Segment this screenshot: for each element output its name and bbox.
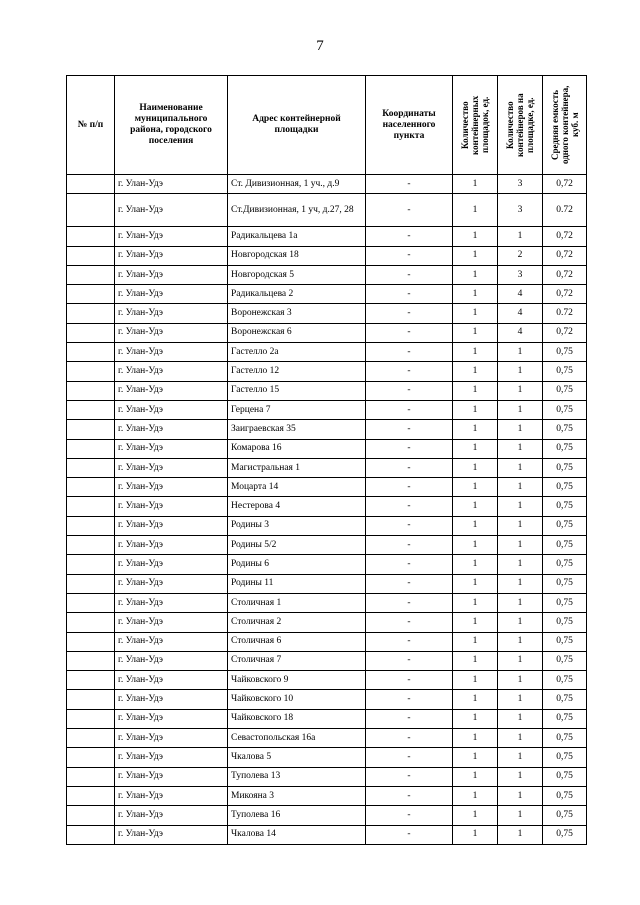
capacity-cell: 0,75	[543, 709, 587, 728]
municipality-cell: г. Улан-Удэ	[115, 786, 228, 805]
containers-count-cell: 1	[498, 574, 543, 593]
num-cell	[67, 516, 115, 535]
containers-count-cell: 1	[498, 806, 543, 825]
address-cell: Столичная 1	[228, 593, 366, 612]
table-row	[67, 420, 587, 439]
municipality-cell: г. Улан-Удэ	[115, 175, 228, 194]
address-cell: Столичная 6	[228, 632, 366, 651]
coordinates-cell: -	[366, 671, 453, 690]
sites-count-cell: 1	[453, 709, 498, 728]
containers-count-cell: 1	[498, 671, 543, 690]
num-cell	[67, 246, 115, 265]
table-row	[67, 285, 587, 304]
municipality-cell: г. Улан-Удэ	[115, 458, 228, 477]
municipality-cell: г. Улан-Удэ	[115, 516, 228, 535]
municipality-cell: г. Улан-Удэ	[115, 690, 228, 709]
capacity-cell: 0,75	[543, 458, 587, 477]
coordinates-cell: -	[366, 786, 453, 805]
sites-count-cell: 1	[453, 536, 498, 555]
table-row	[67, 227, 587, 246]
table-row	[67, 786, 587, 805]
sites-count-cell: 1	[453, 671, 498, 690]
municipality-cell: г. Улан-Удэ	[115, 194, 228, 227]
sites-count-cell: 1	[453, 632, 498, 651]
sites-count-cell: 1	[453, 246, 498, 265]
table-row	[67, 194, 587, 227]
containers-count-cell: 1	[498, 729, 543, 748]
containers-count-cell: 3	[498, 265, 543, 284]
capacity-cell: 0,72	[543, 285, 587, 304]
coordinates-cell: -	[366, 651, 453, 670]
address-cell: Родины 5/2	[228, 536, 366, 555]
sites-count-cell: 1	[453, 227, 498, 246]
num-cell	[67, 671, 115, 690]
municipality-cell: г. Улан-Удэ	[115, 362, 228, 381]
coordinates-cell: -	[366, 458, 453, 477]
sites-count-cell: 1	[453, 613, 498, 632]
address-cell: Воронежская 6	[228, 323, 366, 342]
capacity-cell: 0,75	[543, 690, 587, 709]
table-row	[67, 439, 587, 458]
sites-count-cell: 1	[453, 555, 498, 574]
coordinates-cell: -	[366, 400, 453, 419]
table-row	[67, 343, 587, 362]
address-cell: Чайковского 18	[228, 709, 366, 728]
sites-count-cell: 1	[453, 748, 498, 767]
address-cell: Родины 6	[228, 555, 366, 574]
sites-count-cell: 1	[453, 690, 498, 709]
table-row	[67, 709, 587, 728]
num-cell	[67, 767, 115, 786]
sites-count-cell: 1	[453, 767, 498, 786]
municipality-cell: г. Улан-Удэ	[115, 439, 228, 458]
municipality-cell: г. Улан-Удэ	[115, 400, 228, 419]
coordinates-cell: -	[366, 343, 453, 362]
capacity-cell: 0,75	[543, 825, 587, 844]
capacity-cell: 0,72	[543, 227, 587, 246]
municipality-cell: г. Улан-Удэ	[115, 555, 228, 574]
table-row	[67, 458, 587, 477]
sites-count-cell: 1	[453, 194, 498, 227]
table-row	[67, 304, 587, 323]
containers-count-cell: 4	[498, 304, 543, 323]
num-cell	[67, 786, 115, 805]
municipality-cell: г. Улан-Удэ	[115, 265, 228, 284]
municipality-cell: г. Улан-Удэ	[115, 825, 228, 844]
address-cell: Нестерова 4	[228, 497, 366, 516]
coordinates-cell: -	[366, 767, 453, 786]
num-cell	[67, 381, 115, 400]
municipality-cell: г. Улан-Удэ	[115, 246, 228, 265]
address-cell: Ст. Дивизионная, 1 уч., д.9	[228, 175, 366, 194]
capacity-cell: 0,75	[543, 555, 587, 574]
municipality-cell: г. Улан-Удэ	[115, 729, 228, 748]
coordinates-cell: -	[366, 304, 453, 323]
coordinates-cell: -	[366, 323, 453, 342]
containers-count-cell: 2	[498, 246, 543, 265]
containers-count-cell: 1	[498, 593, 543, 612]
coordinates-cell: -	[366, 593, 453, 612]
table-row	[67, 748, 587, 767]
address-cell: Родины 3	[228, 516, 366, 535]
address-cell: Новгородская 5	[228, 265, 366, 284]
sites-count-cell: 1	[453, 458, 498, 477]
coordinates-cell: -	[366, 555, 453, 574]
capacity-cell: 0,75	[543, 671, 587, 690]
num-cell	[67, 304, 115, 323]
container-sites-table	[66, 75, 587, 845]
coordinates-cell: -	[366, 574, 453, 593]
table-row	[67, 632, 587, 651]
sites-count-cell: 1	[453, 343, 498, 362]
containers-count-cell: 1	[498, 825, 543, 844]
capacity-cell: 0,75	[543, 613, 587, 632]
sites-count-cell: 1	[453, 825, 498, 844]
address-cell: Комарова 16	[228, 439, 366, 458]
num-cell	[67, 748, 115, 767]
num-cell	[67, 806, 115, 825]
header-avg-capacity	[543, 76, 587, 175]
num-cell	[67, 555, 115, 574]
table-row	[67, 651, 587, 670]
coordinates-cell: -	[366, 748, 453, 767]
containers-count-cell: 1	[498, 458, 543, 477]
containers-count-cell: 1	[498, 786, 543, 805]
municipality-cell: г. Улан-Удэ	[115, 343, 228, 362]
num-cell	[67, 343, 115, 362]
sites-count-cell: 1	[453, 439, 498, 458]
address-cell: Столичная 2	[228, 613, 366, 632]
address-cell: Родины 11	[228, 574, 366, 593]
capacity-cell: 0,75	[543, 343, 587, 362]
table-row	[67, 806, 587, 825]
address-cell: Чайковского 9	[228, 671, 366, 690]
address-cell: Чкалова 14	[228, 825, 366, 844]
sites-count-cell: 1	[453, 265, 498, 284]
header-containers-count-label: Количество контейнеров на площадке, ед.	[505, 93, 535, 157]
containers-count-cell: 1	[498, 400, 543, 419]
municipality-cell: г. Улан-Удэ	[115, 497, 228, 516]
capacity-cell: 0,75	[543, 362, 587, 381]
table-row	[67, 536, 587, 555]
table-row	[67, 555, 587, 574]
municipality-cell: г. Улан-Удэ	[115, 651, 228, 670]
containers-count-cell: 1	[498, 613, 543, 632]
table-row	[67, 671, 587, 690]
num-cell	[67, 593, 115, 612]
capacity-cell: 0,75	[543, 497, 587, 516]
sites-count-cell: 1	[453, 381, 498, 400]
coordinates-cell: -	[366, 478, 453, 497]
municipality-cell: г. Улан-Удэ	[115, 671, 228, 690]
containers-count-cell: 1	[498, 690, 543, 709]
address-cell: Герцена 7	[228, 400, 366, 419]
coordinates-cell: -	[366, 194, 453, 227]
containers-count-cell: 3	[498, 194, 543, 227]
coordinates-cell: -	[366, 362, 453, 381]
capacity-cell: 0,75	[543, 632, 587, 651]
coordinates-cell: -	[366, 516, 453, 535]
containers-count-cell: 1	[498, 536, 543, 555]
containers-count-cell: 1	[498, 709, 543, 728]
table-row	[67, 246, 587, 265]
capacity-cell: 0,75	[543, 400, 587, 419]
num-cell	[67, 285, 115, 304]
coordinates-cell: -	[366, 381, 453, 400]
num-cell	[67, 497, 115, 516]
coordinates-cell: -	[366, 175, 453, 194]
num-cell	[67, 825, 115, 844]
sites-count-cell: 1	[453, 729, 498, 748]
capacity-cell: 0,72	[543, 175, 587, 194]
capacity-cell: 0,72	[543, 265, 587, 284]
capacity-cell: 0,75	[543, 806, 587, 825]
municipality-cell: г. Улан-Удэ	[115, 227, 228, 246]
capacity-cell: 0,75	[543, 381, 587, 400]
header-sites-count-label: Количество контейнерных площадок, ед.	[460, 95, 490, 155]
table-row	[67, 593, 587, 612]
containers-count-cell: 1	[498, 555, 543, 574]
containers-count-cell: 1	[498, 651, 543, 670]
municipality-cell: г. Улан-Удэ	[115, 304, 228, 323]
coordinates-cell: -	[366, 632, 453, 651]
coordinates-cell: -	[366, 825, 453, 844]
address-cell: Гастелло 2а	[228, 343, 366, 362]
containers-count-cell: 1	[498, 516, 543, 535]
num-cell	[67, 175, 115, 194]
table-row	[67, 497, 587, 516]
municipality-cell: г. Улан-Удэ	[115, 323, 228, 342]
capacity-cell: 0,75	[543, 767, 587, 786]
sites-count-cell: 1	[453, 362, 498, 381]
coordinates-cell: -	[366, 497, 453, 516]
table-row	[67, 767, 587, 786]
coordinates-cell: -	[366, 227, 453, 246]
coordinates-cell: -	[366, 690, 453, 709]
num-cell	[67, 632, 115, 651]
containers-count-cell: 1	[498, 420, 543, 439]
municipality-cell: г. Улан-Удэ	[115, 613, 228, 632]
sites-count-cell: 1	[453, 285, 498, 304]
coordinates-cell: -	[366, 265, 453, 284]
address-cell: Туполева 16	[228, 806, 366, 825]
municipality-cell: г. Улан-Удэ	[115, 536, 228, 555]
table-body	[67, 175, 587, 845]
sites-count-cell: 1	[453, 175, 498, 194]
address-cell: Гастелло 15	[228, 381, 366, 400]
coordinates-cell: -	[366, 806, 453, 825]
municipality-cell: г. Улан-Удэ	[115, 767, 228, 786]
municipality-cell: г. Улан-Удэ	[115, 748, 228, 767]
num-cell	[67, 651, 115, 670]
num-cell	[67, 420, 115, 439]
address-cell: Ст.Дивизионная, 1 уч, д.27, 28	[228, 194, 366, 227]
header-municipality: Наименование муниципального района, городского поселения	[115, 76, 228, 175]
num-cell	[67, 194, 115, 227]
municipality-cell: г. Улан-Удэ	[115, 632, 228, 651]
header-address: Адрес контейнерной площадки	[228, 76, 366, 175]
containers-count-cell: 1	[498, 748, 543, 767]
header-sites-count	[453, 76, 498, 175]
address-cell: Севастопольская 16а	[228, 729, 366, 748]
table-row	[67, 478, 587, 497]
table-row	[67, 362, 587, 381]
capacity-cell: 0,75	[543, 593, 587, 612]
containers-count-cell: 1	[498, 343, 543, 362]
address-cell: Моцарта 14	[228, 478, 366, 497]
table-header-row	[67, 76, 587, 175]
address-cell: Чайковского 10	[228, 690, 366, 709]
containers-count-cell: 1	[498, 767, 543, 786]
containers-count-cell: 1	[498, 478, 543, 497]
table-row	[67, 400, 587, 419]
containers-count-cell: 1	[498, 381, 543, 400]
municipality-cell: г. Улан-Удэ	[115, 806, 228, 825]
coordinates-cell: -	[366, 439, 453, 458]
municipality-cell: г. Улан-Удэ	[115, 420, 228, 439]
capacity-cell: 0,75	[543, 516, 587, 535]
table-row	[67, 690, 587, 709]
table-row	[67, 516, 587, 535]
address-cell: Чкалова 5	[228, 748, 366, 767]
num-cell	[67, 729, 115, 748]
address-cell: Заиграевская 35	[228, 420, 366, 439]
containers-count-cell: 4	[498, 323, 543, 342]
coordinates-cell: -	[366, 729, 453, 748]
num-cell	[67, 709, 115, 728]
num-cell	[67, 690, 115, 709]
containers-count-cell: 4	[498, 285, 543, 304]
sites-count-cell: 1	[453, 323, 498, 342]
table-row	[67, 729, 587, 748]
sites-count-cell: 1	[453, 786, 498, 805]
header-avg-capacity-label: Средняя емкость одного контейнера, куб. м	[549, 85, 580, 165]
capacity-cell: 0,75	[543, 729, 587, 748]
sites-count-cell: 1	[453, 400, 498, 419]
capacity-cell: 0,75	[543, 420, 587, 439]
capacity-cell: 0,75	[543, 748, 587, 767]
num-cell	[67, 536, 115, 555]
address-cell: Новгородская 18	[228, 246, 366, 265]
sites-count-cell: 1	[453, 593, 498, 612]
header-containers-count	[498, 76, 543, 175]
table-row	[67, 613, 587, 632]
municipality-cell: г. Улан-Удэ	[115, 478, 228, 497]
num-cell	[67, 227, 115, 246]
coordinates-cell: -	[366, 420, 453, 439]
sites-count-cell: 1	[453, 420, 498, 439]
sites-count-cell: 1	[453, 478, 498, 497]
capacity-cell: 0,72	[543, 246, 587, 265]
table-row	[67, 323, 587, 342]
capacity-cell: 0,75	[543, 651, 587, 670]
capacity-cell: 0,75	[543, 574, 587, 593]
containers-count-cell: 1	[498, 362, 543, 381]
capacity-cell: 0,75	[543, 536, 587, 555]
capacity-cell: 0.72	[543, 194, 587, 227]
municipality-cell: г. Улан-Удэ	[115, 709, 228, 728]
containers-count-cell: 1	[498, 227, 543, 246]
page-number: 7	[316, 38, 324, 54]
address-cell: Воронежская 3	[228, 304, 366, 323]
header-coordinates: Координаты населенного пункта	[366, 76, 453, 175]
sites-count-cell: 1	[453, 574, 498, 593]
containers-count-cell: 1	[498, 632, 543, 651]
address-cell: Радикальцева 2	[228, 285, 366, 304]
table-row	[67, 381, 587, 400]
table-row	[67, 825, 587, 844]
capacity-cell: 0,72	[543, 323, 587, 342]
coordinates-cell: -	[366, 285, 453, 304]
coordinates-cell: -	[366, 709, 453, 728]
table-row	[67, 175, 587, 194]
sites-count-cell: 1	[453, 516, 498, 535]
sites-count-cell: 1	[453, 806, 498, 825]
containers-count-cell: 3	[498, 175, 543, 194]
sites-count-cell: 1	[453, 497, 498, 516]
num-cell	[67, 362, 115, 381]
capacity-cell: 0,75	[543, 478, 587, 497]
num-cell	[67, 478, 115, 497]
municipality-cell: г. Улан-Удэ	[115, 285, 228, 304]
num-cell	[67, 400, 115, 419]
address-cell: Магистральная 1	[228, 458, 366, 477]
municipality-cell: г. Улан-Удэ	[115, 593, 228, 612]
containers-count-cell: 1	[498, 497, 543, 516]
table-row	[67, 265, 587, 284]
address-cell: Радикальцева 1а	[228, 227, 366, 246]
num-cell	[67, 613, 115, 632]
header-num: № п/п	[67, 76, 115, 175]
containers-count-cell: 1	[498, 439, 543, 458]
num-cell	[67, 458, 115, 477]
capacity-cell: 0,75	[543, 439, 587, 458]
num-cell	[67, 574, 115, 593]
num-cell	[67, 439, 115, 458]
address-cell: Столичная 7	[228, 651, 366, 670]
coordinates-cell: -	[366, 536, 453, 555]
num-cell	[67, 323, 115, 342]
capacity-cell: 0,75	[543, 786, 587, 805]
address-cell: Микояна 3	[228, 786, 366, 805]
municipality-cell: г. Улан-Удэ	[115, 381, 228, 400]
table-row	[67, 574, 587, 593]
municipality-cell: г. Улан-Удэ	[115, 574, 228, 593]
num-cell	[67, 265, 115, 284]
coordinates-cell: -	[366, 613, 453, 632]
address-cell: Гастелло 12	[228, 362, 366, 381]
coordinates-cell: -	[366, 246, 453, 265]
address-cell: Туполева 13	[228, 767, 366, 786]
capacity-cell: 0.72	[543, 304, 587, 323]
sites-count-cell: 1	[453, 651, 498, 670]
sites-count-cell: 1	[453, 304, 498, 323]
